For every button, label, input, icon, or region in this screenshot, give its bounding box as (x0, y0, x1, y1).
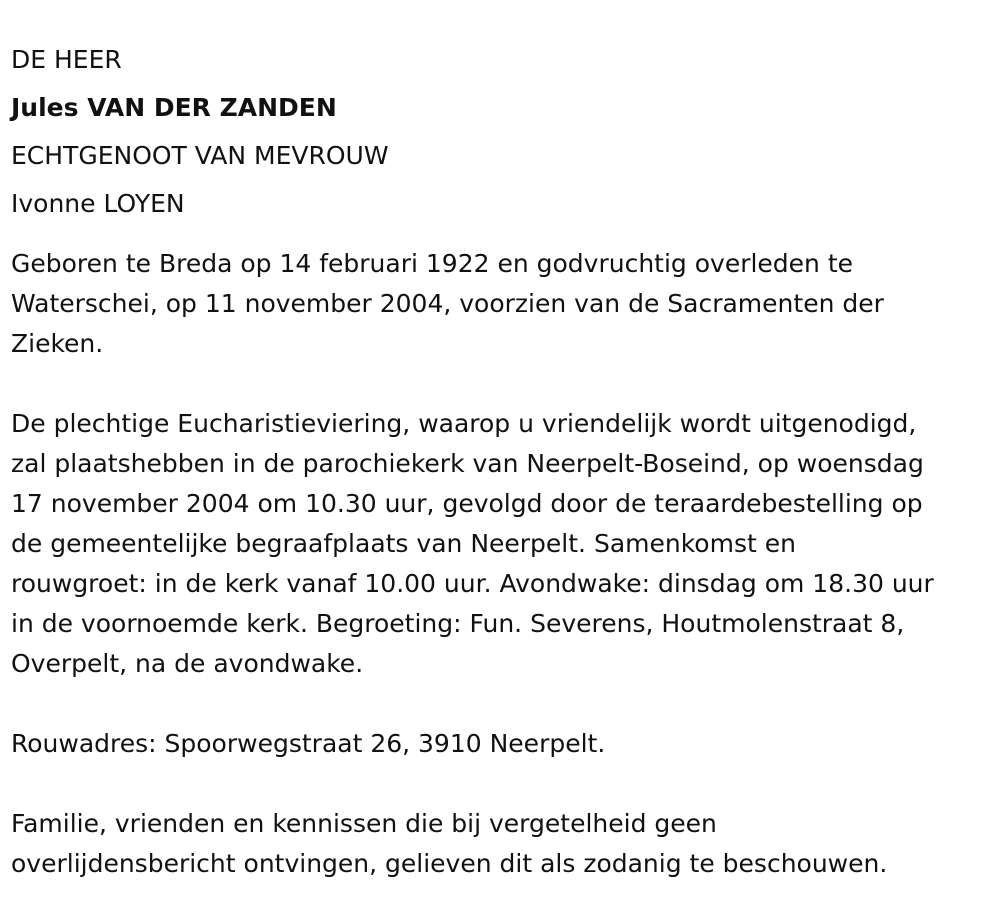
text-line: de gemeentelijke begraafplaats van Neerpelt. Samenkomst en (11, 529, 796, 558)
birth-death-paragraph (11, 244, 990, 364)
text-line: Waterschei, op 11 november 2004, voorzien van de Sacramenten der (11, 289, 884, 318)
address-paragraph (11, 724, 990, 764)
text-line: Familie, vrienden en kennissen die bij vergetelheid geen (11, 809, 717, 838)
spouse-name: Ivonne LOYEN (11, 189, 185, 218)
salutation: DE HEER (11, 45, 122, 74)
text-line: De plechtige Eucharistieviering, waarop u vriendelijk wordt uitgenodigd, (11, 409, 917, 438)
text-line: rouwgroet: in de kerk vanaf 10.00 uur. Avondwake: dinsdag om 18.30 uur (11, 569, 934, 598)
text-line: in de voornoemde kerk. Begroeting: Fun. Severens, Houtmolenstraat 8, (11, 609, 905, 638)
text-line: zal plaatshebben in de parochiekerk van Neerpelt-Boseind, op woensdag (11, 449, 924, 478)
ceremony-paragraph (11, 404, 990, 684)
text-line: Overpelt, na de avondwake. (11, 649, 364, 678)
text-line: Zieken. (11, 329, 104, 358)
text-line: overlijdensbericht ontvingen, gelieven dit als zodanig te beschouwen. (11, 849, 888, 878)
deceased-name: Jules VAN DER ZANDEN (11, 93, 337, 122)
relation-label: ECHTGENOOT VAN MEVROUW (11, 141, 389, 170)
closing-paragraph (11, 804, 990, 884)
text-line: 17 november 2004 om 10.30 uur, gevolgd door de teraardebestelling op (11, 489, 923, 518)
text-line: Rouwadres: Spoorwegstraat 26, 3910 Neerpelt. (11, 729, 606, 758)
text-line: Geboren te Breda op 14 februari 1922 en godvruchtig overleden te (11, 249, 854, 278)
